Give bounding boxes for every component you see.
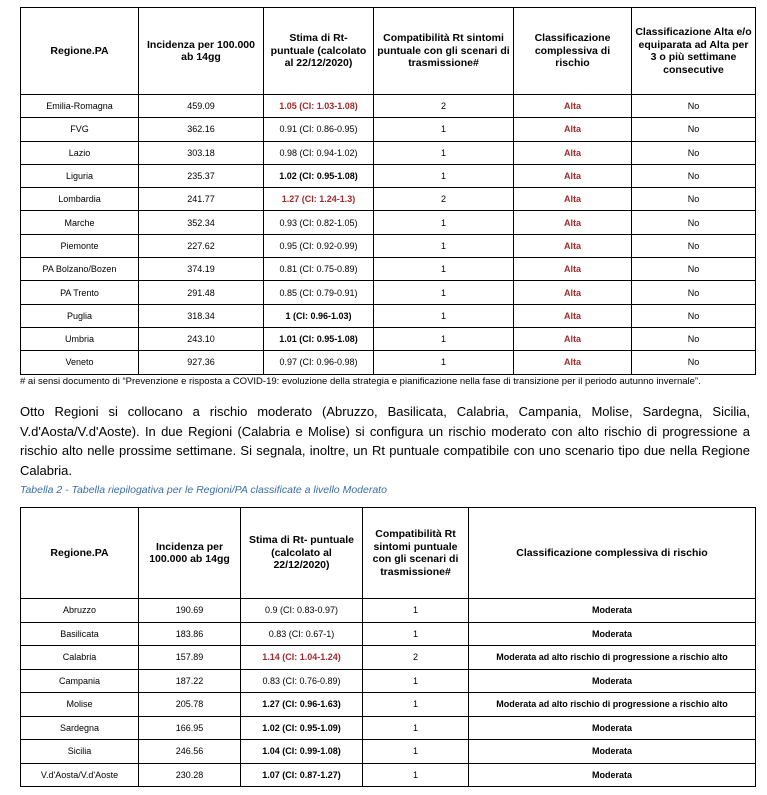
cell-incidence: 205.78 <box>139 693 241 717</box>
cell-incidence: 374.19 <box>139 258 264 281</box>
cell-rt: 0.85 (CI: 0.79-0.91) <box>264 281 374 304</box>
cell-incidence: 183.86 <box>139 622 241 646</box>
cell-weeks: No <box>632 351 756 374</box>
cell-region: Umbria <box>21 327 139 350</box>
cell-weeks: No <box>632 141 756 164</box>
cell-weeks: No <box>632 327 756 350</box>
cell-weeks: No <box>632 258 756 281</box>
cell-region: PA Bolzano/Bozen <box>21 258 139 281</box>
col-header-incidence: Incidenza per 100.000 ab 14gg <box>139 8 264 95</box>
col-header-weeks: Classificazione Alta e/o equiparata ad Alta per 3 o più settimane consecutive <box>632 8 756 95</box>
cell-compat: 1 <box>374 351 514 374</box>
cell-rt: 1.02 (CI: 0.95-1.09) <box>241 716 363 740</box>
table-row <box>21 281 756 304</box>
cell-rt: 1.27 (CI: 0.96-1.63) <box>241 693 363 717</box>
cell-incidence: 352.34 <box>139 211 264 234</box>
col-header-rt: Stima di Rt- puntuale (calcolato al 22/12/2020) <box>264 8 374 95</box>
cell-class: Alta <box>514 304 632 327</box>
cell-rt: 0.9 (CI: 0.83-0.97) <box>241 599 363 623</box>
cell-rt: 1.02 (CI: 0.95-1.08) <box>264 164 374 187</box>
cell-compat: 1 <box>363 622 469 646</box>
cell-weeks: No <box>632 281 756 304</box>
cell-class: Alta <box>514 118 632 141</box>
cell-rt: 1.07 (CI: 0.87-1.27) <box>241 763 363 787</box>
cell-incidence: 459.09 <box>139 95 264 118</box>
col-header-region: Regione.PA <box>21 508 139 599</box>
table-row <box>21 327 756 350</box>
cell-incidence: 303.18 <box>139 141 264 164</box>
cell-region: Calabria <box>21 646 139 670</box>
cell-rt: 1.14 (CI: 1.04-1.24) <box>241 646 363 670</box>
cell-class: Moderata ad alto rischio di progressione a rischio alto <box>469 693 756 717</box>
table-row <box>21 141 756 164</box>
table-header-row <box>21 8 756 95</box>
cell-region: PA Trento <box>21 281 139 304</box>
cell-rt: 1.05 (CI: 1.03-1.08) <box>264 95 374 118</box>
cell-weeks: No <box>632 304 756 327</box>
cell-compat: 1 <box>374 141 514 164</box>
cell-class: Moderata <box>469 763 756 787</box>
col-header-region: Regione.PA <box>21 8 139 95</box>
cell-region: Marche <box>21 211 139 234</box>
table-row <box>21 188 756 211</box>
cell-region: Lazio <box>21 141 139 164</box>
cell-incidence: 241.77 <box>139 188 264 211</box>
col-header-class: Classificazione complessiva di rischio <box>469 508 756 599</box>
cell-region: Lombardia <box>21 188 139 211</box>
cell-weeks: No <box>632 95 756 118</box>
cell-compat: 1 <box>363 716 469 740</box>
table-row <box>21 740 756 764</box>
cell-incidence: 230.28 <box>139 763 241 787</box>
cell-compat: 1 <box>363 693 469 717</box>
table-row <box>21 351 756 374</box>
cell-compat: 2 <box>374 188 514 211</box>
table-row <box>21 763 756 787</box>
table-caption: Tabella 2 - Tabella riepilogativa per le Regioni/PA classificate a livello Moderato <box>20 484 387 496</box>
cell-incidence: 243.10 <box>139 327 264 350</box>
col-header-class: Classificazione complessiva di rischio <box>514 8 632 95</box>
cell-class: Moderata <box>469 716 756 740</box>
cell-weeks: No <box>632 164 756 187</box>
cell-class: Alta <box>514 281 632 304</box>
cell-incidence: 291.48 <box>139 281 264 304</box>
cell-rt: 1 (CI: 0.96-1.03) <box>264 304 374 327</box>
cell-region: Campania <box>21 669 139 693</box>
cell-class: Moderata <box>469 599 756 623</box>
cell-incidence: 927.36 <box>139 351 264 374</box>
cell-weeks: No <box>632 188 756 211</box>
cell-compat: 1 <box>374 118 514 141</box>
cell-rt: 1.27 (CI: 1.24-1.3) <box>264 188 374 211</box>
cell-class: Alta <box>514 164 632 187</box>
col-header-compat: Compatibilità Rt sintomi puntuale con gli scenari di trasmissione# <box>374 8 514 95</box>
cell-compat: 1 <box>374 258 514 281</box>
cell-region: Liguria <box>21 164 139 187</box>
cell-rt: 0.95 (CI: 0.92-0.99) <box>264 234 374 257</box>
table-row <box>21 95 756 118</box>
cell-region: Puglia <box>21 304 139 327</box>
cell-class: Alta <box>514 211 632 234</box>
cell-rt: 0.83 (CI: 0.76-0.89) <box>241 669 363 693</box>
cell-compat: 2 <box>363 646 469 670</box>
cell-rt: 0.91 (CI: 0.86-0.95) <box>264 118 374 141</box>
cell-class: Alta <box>514 141 632 164</box>
cell-weeks: No <box>632 211 756 234</box>
summary-paragraph: Otto Regioni si collocano a rischio moderato (Abruzzo, Basilicata, Calabria, Campania, Molise, Sardegna, Sicilia, V.d'Aosta/V.d'Aoste). In due Regioni (Calabria e Molise) si configura un rischio moderato con alto rischio di progressione a rischio alto nelle prossime settimane. Si segnala, inoltre, un Rt puntuale compatibile con uno scenario tipo due nella Regione Calabria. <box>20 404 750 478</box>
cell-region: Molise <box>21 693 139 717</box>
cell-region: Abruzzo <box>21 599 139 623</box>
cell-incidence: 187.22 <box>139 669 241 693</box>
cell-rt: 0.81 (CI: 0.75-0.89) <box>264 258 374 281</box>
cell-region: Sardegna <box>21 716 139 740</box>
cell-class: Moderata ad alto rischio di progressione a rischio alto <box>469 646 756 670</box>
cell-rt: 0.93 (CI: 0.82-1.05) <box>264 211 374 234</box>
table-row <box>21 118 756 141</box>
table-row <box>21 646 756 670</box>
cell-weeks: No <box>632 118 756 141</box>
cell-class: Moderata <box>469 622 756 646</box>
col-header-incidence: Incidenza per 100.000 ab 14gg <box>139 508 241 599</box>
cell-incidence: 190.69 <box>139 599 241 623</box>
cell-class: Alta <box>514 351 632 374</box>
cell-compat: 1 <box>374 327 514 350</box>
cell-incidence: 362.16 <box>139 118 264 141</box>
cell-compat: 2 <box>374 95 514 118</box>
cell-rt: 0.97 (CI: 0.96-0.98) <box>264 351 374 374</box>
table-row <box>21 164 756 187</box>
cell-region: Basilicata <box>21 622 139 646</box>
cell-compat: 1 <box>374 281 514 304</box>
cell-class: Moderata <box>469 669 756 693</box>
table-row <box>21 622 756 646</box>
table-row <box>21 693 756 717</box>
cell-region: Emilia-Romagna <box>21 95 139 118</box>
cell-incidence: 246.56 <box>139 740 241 764</box>
cell-region: V.d'Aosta/V.d'Aoste <box>21 763 139 787</box>
table-row <box>21 716 756 740</box>
table-row <box>21 234 756 257</box>
cell-rt: 0.83 (CI: 0.67-1) <box>241 622 363 646</box>
cell-region: Sicilia <box>21 740 139 764</box>
high-risk-table <box>20 7 756 375</box>
cell-incidence: 166.95 <box>139 716 241 740</box>
table-row <box>21 211 756 234</box>
table-row <box>21 258 756 281</box>
cell-incidence: 318.34 <box>139 304 264 327</box>
cell-class: Alta <box>514 188 632 211</box>
cell-region: Piemonte <box>21 234 139 257</box>
table-row <box>21 669 756 693</box>
col-header-rt: Stima di Rt- puntuale (calcolato al 22/12/2020) <box>241 508 363 599</box>
cell-compat: 1 <box>374 234 514 257</box>
cell-compat: 1 <box>374 164 514 187</box>
cell-compat: 1 <box>374 304 514 327</box>
cell-class: Alta <box>514 258 632 281</box>
cell-rt: 0.98 (CI: 0.94-1.02) <box>264 141 374 164</box>
cell-class: Alta <box>514 95 632 118</box>
cell-compat: 1 <box>363 599 469 623</box>
cell-compat: 1 <box>363 763 469 787</box>
cell-rt: 1.01 (CI: 0.95-1.08) <box>264 327 374 350</box>
cell-class: Alta <box>514 327 632 350</box>
cell-weeks: No <box>632 234 756 257</box>
cell-compat: 1 <box>374 211 514 234</box>
footnote: # ai sensi documento di “Prevenzione e risposta a COVID-19: evoluzione della strategia e pianificazione nella fase di transizione per il periodo autunno invernale”. <box>20 376 701 387</box>
cell-class: Moderata <box>469 740 756 764</box>
cell-incidence: 227.62 <box>139 234 264 257</box>
table-header-row <box>21 508 756 599</box>
table-row <box>21 304 756 327</box>
cell-compat: 1 <box>363 740 469 764</box>
cell-rt: 1.04 (CI: 0.99-1.08) <box>241 740 363 764</box>
cell-region: FVG <box>21 118 139 141</box>
moderate-risk-table <box>20 507 756 787</box>
col-header-compat: Compatibilità Rt sintomi puntuale con gli scenari di trasmissione# <box>363 508 469 599</box>
table-row <box>21 599 756 623</box>
cell-class: Alta <box>514 234 632 257</box>
cell-region: Veneto <box>21 351 139 374</box>
cell-compat: 1 <box>363 669 469 693</box>
cell-incidence: 235.37 <box>139 164 264 187</box>
cell-incidence: 157.89 <box>139 646 241 670</box>
